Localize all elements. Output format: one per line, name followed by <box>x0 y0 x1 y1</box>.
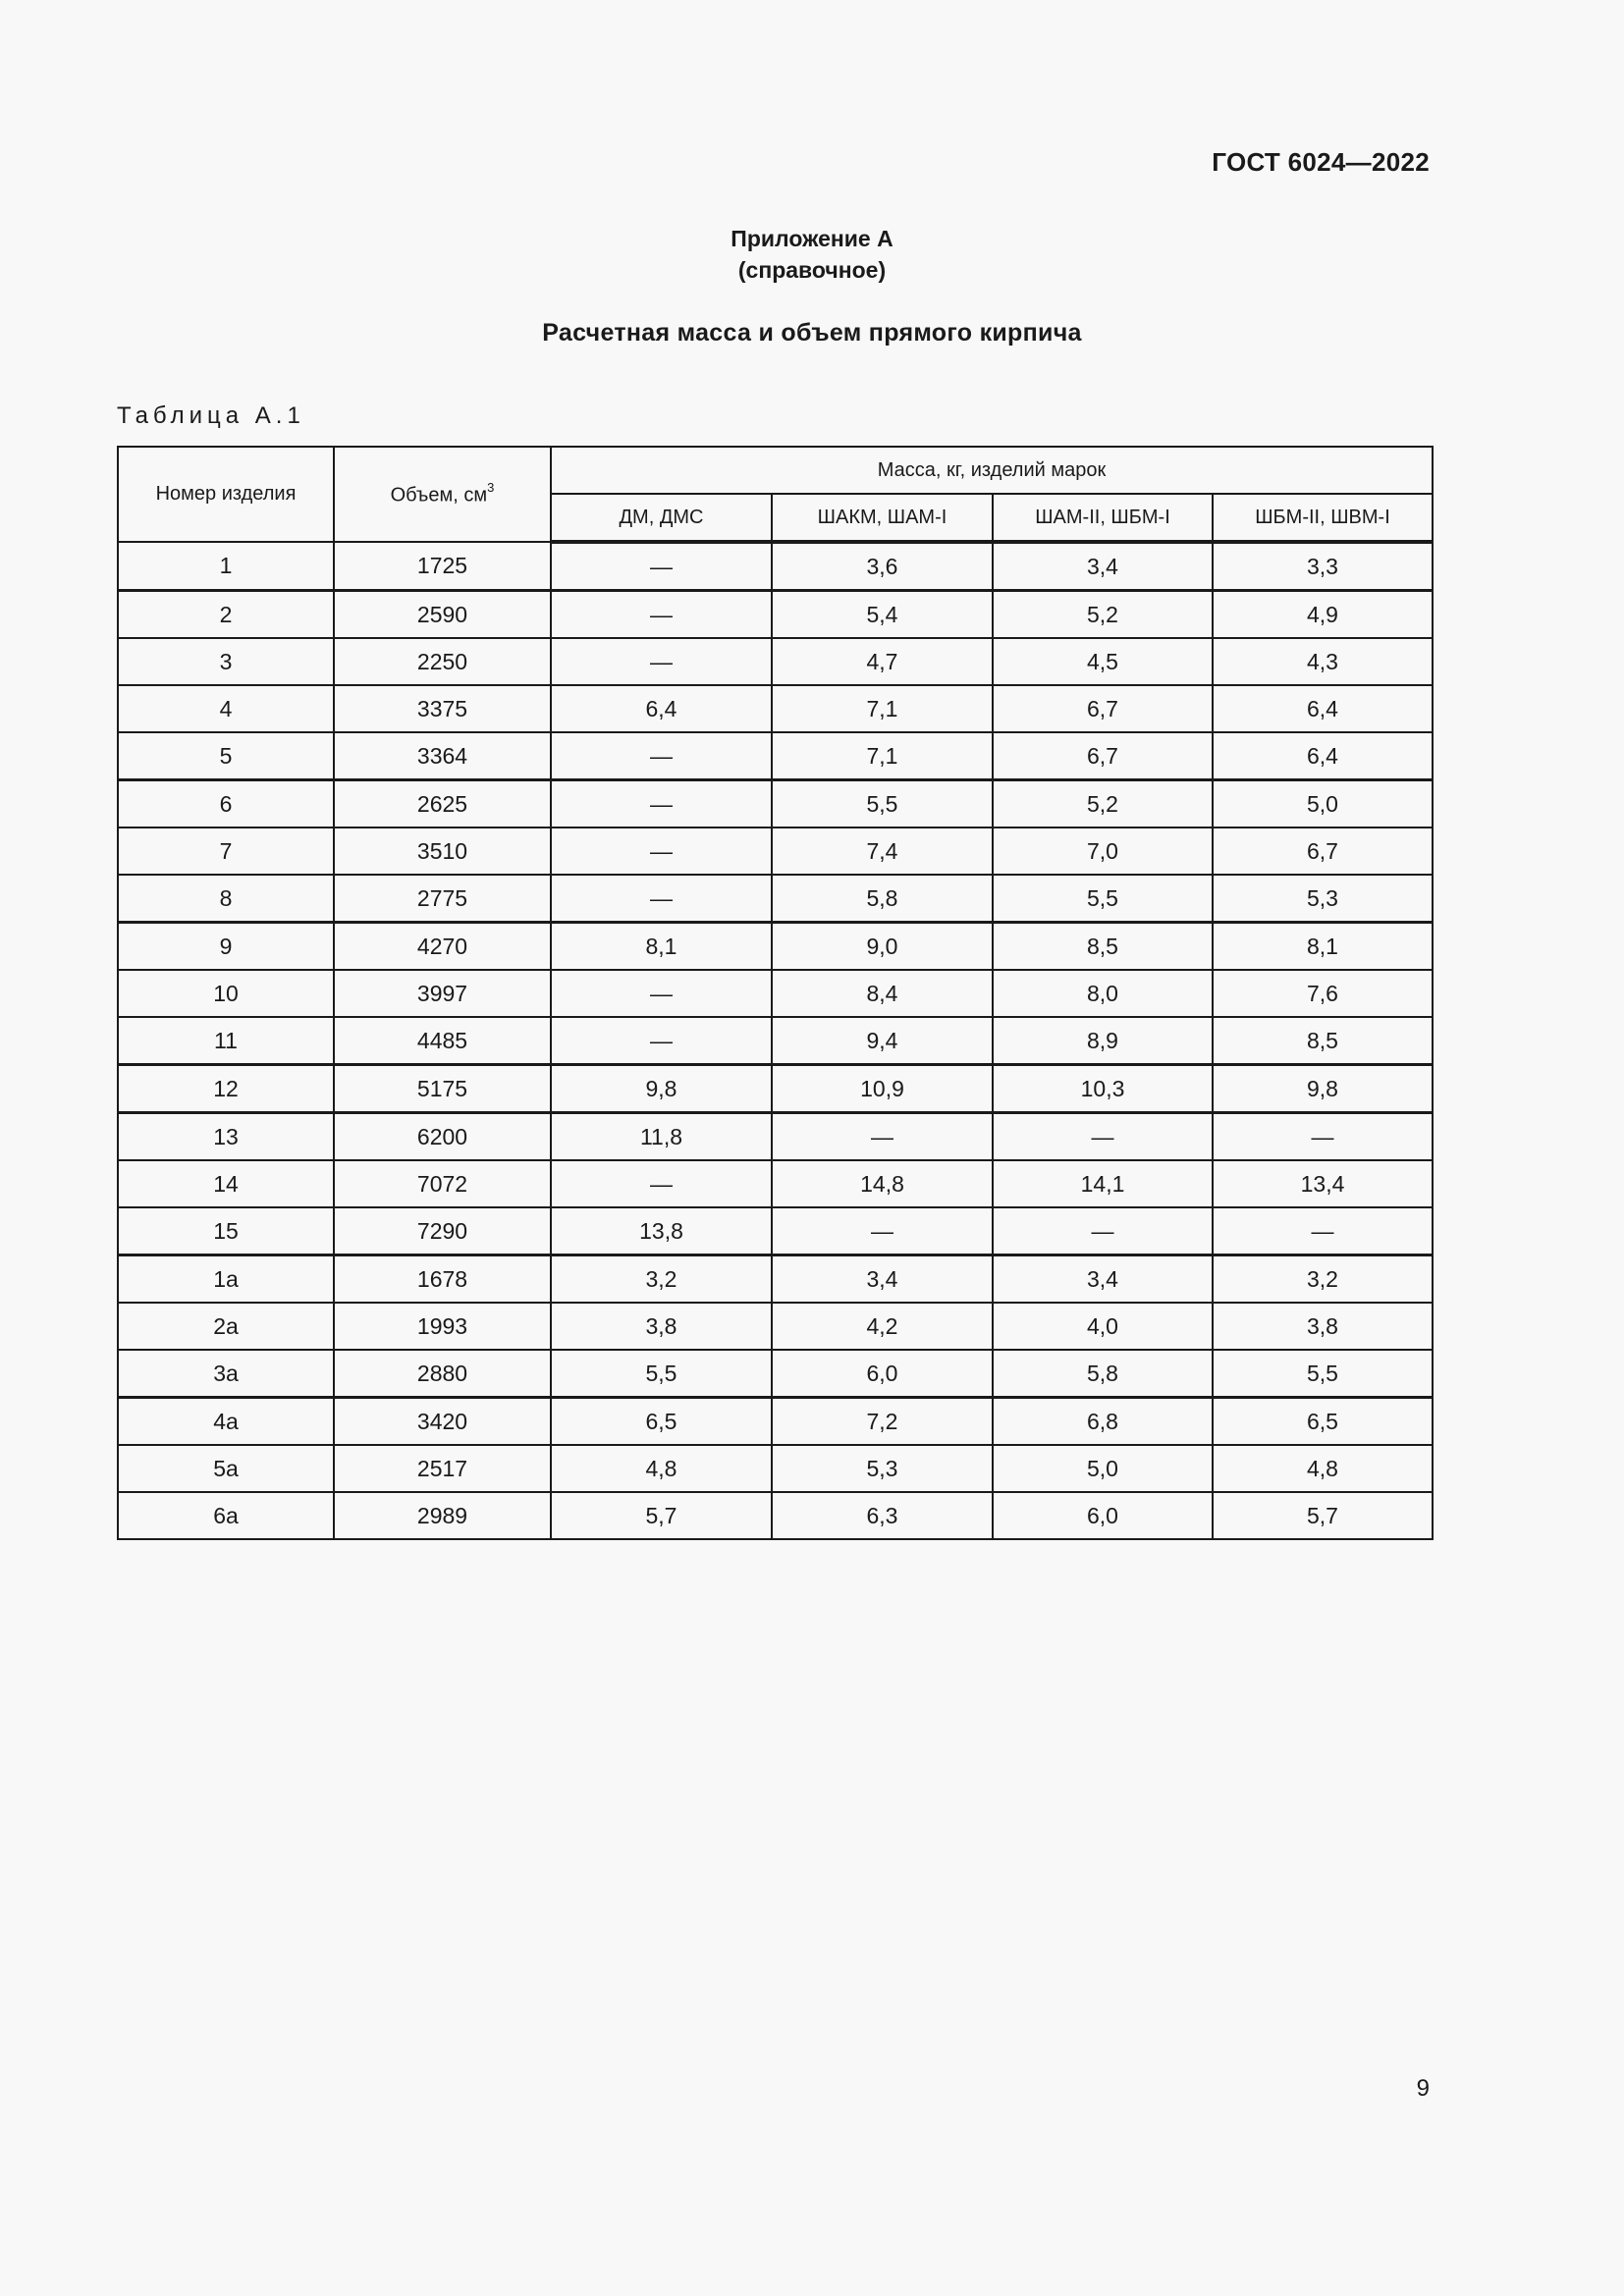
table-cell: 4485 <box>334 1017 551 1065</box>
table-cell: 13 <box>118 1113 334 1161</box>
table-cell: 5,5 <box>551 1350 772 1398</box>
table-cell: — <box>1213 1207 1433 1255</box>
table-cell: 8,9 <box>993 1017 1213 1065</box>
table-caption: Таблица А.1 <box>117 402 305 429</box>
table-row <box>118 1255 1433 1304</box>
table-cell: 3,2 <box>1213 1255 1433 1304</box>
table-cell: 3,2 <box>551 1255 772 1304</box>
table-cell: 3,6 <box>772 542 993 591</box>
table-row <box>118 1350 1433 1398</box>
table-cell: 6,8 <box>993 1398 1213 1446</box>
table-cell: 8,0 <box>993 970 1213 1017</box>
table-cell: — <box>551 591 772 639</box>
table-cell: 4,2 <box>772 1303 993 1350</box>
table-row <box>118 1160 1433 1207</box>
table-cell: 4,5 <box>993 638 1213 685</box>
table-cell: 7,1 <box>772 685 993 732</box>
table-cell: — <box>551 1160 772 1207</box>
table-cell: 7,4 <box>772 828 993 875</box>
table-cell: 6,7 <box>1213 828 1433 875</box>
table-cell: 3,8 <box>1213 1303 1433 1350</box>
appendix-title: Приложение А <box>731 226 893 251</box>
table-cell: — <box>551 875 772 923</box>
page-number: 9 <box>1416 2075 1430 2102</box>
table-cell: 6,5 <box>1213 1398 1433 1446</box>
table-cell: 3,4 <box>772 1255 993 1304</box>
table-cell: 8,5 <box>1213 1017 1433 1065</box>
table-cell: 9,8 <box>1213 1065 1433 1113</box>
header-item-number: Номер изделия <box>118 447 334 542</box>
table-cell: 5,5 <box>1213 1350 1433 1398</box>
table-cell: 3364 <box>334 732 551 780</box>
table-cell: 6а <box>118 1492 334 1539</box>
header-grade: ШБМ-II, ШВМ-I <box>1213 494 1433 542</box>
table-cell: 5а <box>118 1445 334 1492</box>
table-cell: 5,3 <box>772 1445 993 1492</box>
table-cell: 5,2 <box>993 591 1213 639</box>
table-cell: — <box>551 970 772 1017</box>
table-cell: 3510 <box>334 828 551 875</box>
table-cell: 9,4 <box>772 1017 993 1065</box>
table-header <box>118 447 1433 542</box>
table-cell: 6,0 <box>993 1492 1213 1539</box>
header-grade: ШАКМ, ШАМ-I <box>772 494 993 542</box>
table-cell: 1678 <box>334 1255 551 1304</box>
table-cell: 5,8 <box>772 875 993 923</box>
table-cell: 2775 <box>334 875 551 923</box>
table-cell: 4,3 <box>1213 638 1433 685</box>
table-cell: 6,4 <box>551 685 772 732</box>
table-row <box>118 1065 1433 1113</box>
table-cell: 6,7 <box>993 732 1213 780</box>
table-cell: 7,6 <box>1213 970 1433 1017</box>
table-cell: 2250 <box>334 638 551 685</box>
table-cell: 2625 <box>334 780 551 828</box>
table-cell: 5,5 <box>993 875 1213 923</box>
table-row <box>118 638 1433 685</box>
table-cell: 6,5 <box>551 1398 772 1446</box>
table-row <box>118 970 1433 1017</box>
header-grade: ШАМ-II, ШБМ-I <box>993 494 1213 542</box>
table-cell: 5,7 <box>551 1492 772 1539</box>
table-row <box>118 732 1433 780</box>
document-code: ГОСТ 6024—2022 <box>1212 147 1430 177</box>
data-table <box>117 446 1434 1540</box>
table-cell: 2а <box>118 1303 334 1350</box>
table-cell: 3,8 <box>551 1303 772 1350</box>
table-cell: 1а <box>118 1255 334 1304</box>
page-title: Расчетная масса и объем прямого кирпича <box>542 319 1082 347</box>
table-row <box>118 828 1433 875</box>
table-cell: 3375 <box>334 685 551 732</box>
table-cell: — <box>551 1017 772 1065</box>
table-row <box>118 1398 1433 1446</box>
table-cell: 6,4 <box>1213 685 1433 732</box>
table-cell: 12 <box>118 1065 334 1113</box>
appendix-subtitle: (справочное) <box>737 257 887 283</box>
table-cell: 8 <box>118 875 334 923</box>
table-cell: 2989 <box>334 1492 551 1539</box>
table-row <box>118 1017 1433 1065</box>
table-cell: 2880 <box>334 1350 551 1398</box>
table-cell: 3а <box>118 1350 334 1398</box>
table-row <box>118 1303 1433 1350</box>
header-grade: ДМ, ДМС <box>551 494 772 542</box>
table-cell: 8,1 <box>551 923 772 971</box>
table-cell: 7072 <box>334 1160 551 1207</box>
table-cell: — <box>993 1113 1213 1161</box>
table-cell: 5175 <box>334 1065 551 1113</box>
header-mass-group: Масса, кг, изделий марок <box>551 447 1433 494</box>
table-cell: 6,7 <box>993 685 1213 732</box>
table-cell: 3 <box>118 638 334 685</box>
table-row <box>118 542 1433 591</box>
header-volume <box>334 447 551 542</box>
table-row <box>118 1207 1433 1255</box>
table-cell: — <box>551 828 772 875</box>
table-cell: 4,9 <box>1213 591 1433 639</box>
table-body <box>118 542 1433 1539</box>
table-cell: 5,3 <box>1213 875 1433 923</box>
table-cell: 4,8 <box>1213 1445 1433 1492</box>
table-cell: — <box>551 638 772 685</box>
table-cell: 6,4 <box>1213 732 1433 780</box>
table-cell: 7,1 <box>772 732 993 780</box>
table-cell: — <box>993 1207 1213 1255</box>
table-row <box>118 1113 1433 1161</box>
table-cell: — <box>551 542 772 591</box>
table-cell: 13,8 <box>551 1207 772 1255</box>
table-cell: 4 <box>118 685 334 732</box>
header-volume-exponent: 3 <box>487 479 495 495</box>
table-cell: 3,4 <box>993 1255 1213 1304</box>
table-cell: — <box>772 1207 993 1255</box>
table-cell: — <box>772 1113 993 1161</box>
header-volume-label: Объем, см <box>390 484 488 507</box>
table-cell: — <box>1213 1113 1433 1161</box>
table-cell: 1725 <box>334 542 551 591</box>
table-cell: 7,2 <box>772 1398 993 1446</box>
table-cell: 4,8 <box>551 1445 772 1492</box>
table-cell: 5,4 <box>772 591 993 639</box>
table-cell: 6 <box>118 780 334 828</box>
table-cell: — <box>551 780 772 828</box>
table-cell: 1993 <box>334 1303 551 1350</box>
table-cell: 2590 <box>334 591 551 639</box>
table-cell: 10 <box>118 970 334 1017</box>
table-row <box>118 1492 1433 1539</box>
table-cell: 5,0 <box>993 1445 1213 1492</box>
table-cell: 8,4 <box>772 970 993 1017</box>
table-row <box>118 875 1433 923</box>
table-cell: 1 <box>118 542 334 591</box>
table-cell: 14 <box>118 1160 334 1207</box>
table-cell: 10,9 <box>772 1065 993 1113</box>
table-cell: 3,4 <box>993 542 1213 591</box>
table-cell: 11,8 <box>551 1113 772 1161</box>
table-cell: 8,1 <box>1213 923 1433 971</box>
table-cell: 5,8 <box>993 1350 1213 1398</box>
table-cell: 9,0 <box>772 923 993 971</box>
table-cell: — <box>551 732 772 780</box>
table-cell: 15 <box>118 1207 334 1255</box>
table-cell: 4,7 <box>772 638 993 685</box>
table-cell: 6200 <box>334 1113 551 1161</box>
table-cell: 8,5 <box>993 923 1213 971</box>
table-cell: 6,3 <box>772 1492 993 1539</box>
table-cell: 6,0 <box>772 1350 993 1398</box>
table-cell: 5,0 <box>1213 780 1433 828</box>
table-cell: 10,3 <box>993 1065 1213 1113</box>
table-cell: 3420 <box>334 1398 551 1446</box>
table-cell: 4270 <box>334 923 551 971</box>
table-row <box>118 685 1433 732</box>
table-cell: 5 <box>118 732 334 780</box>
table-cell: 14,1 <box>993 1160 1213 1207</box>
table-cell: 4а <box>118 1398 334 1446</box>
table-cell: 7,0 <box>993 828 1213 875</box>
table-cell: 2 <box>118 591 334 639</box>
table-row <box>118 923 1433 971</box>
table-cell: 11 <box>118 1017 334 1065</box>
table-row <box>118 1445 1433 1492</box>
table-cell: 2517 <box>334 1445 551 1492</box>
table-cell: 5,5 <box>772 780 993 828</box>
table-cell: 5,7 <box>1213 1492 1433 1539</box>
table-cell: 13,4 <box>1213 1160 1433 1207</box>
table-cell: 7290 <box>334 1207 551 1255</box>
table-cell: 9,8 <box>551 1065 772 1113</box>
table-cell: 3,3 <box>1213 542 1433 591</box>
table-row <box>118 591 1433 639</box>
table-cell: 14,8 <box>772 1160 993 1207</box>
table-cell: 4,0 <box>993 1303 1213 1350</box>
table-cell: 3997 <box>334 970 551 1017</box>
table-cell: 9 <box>118 923 334 971</box>
table-row <box>118 780 1433 828</box>
table-cell: 5,2 <box>993 780 1213 828</box>
table-cell: 7 <box>118 828 334 875</box>
